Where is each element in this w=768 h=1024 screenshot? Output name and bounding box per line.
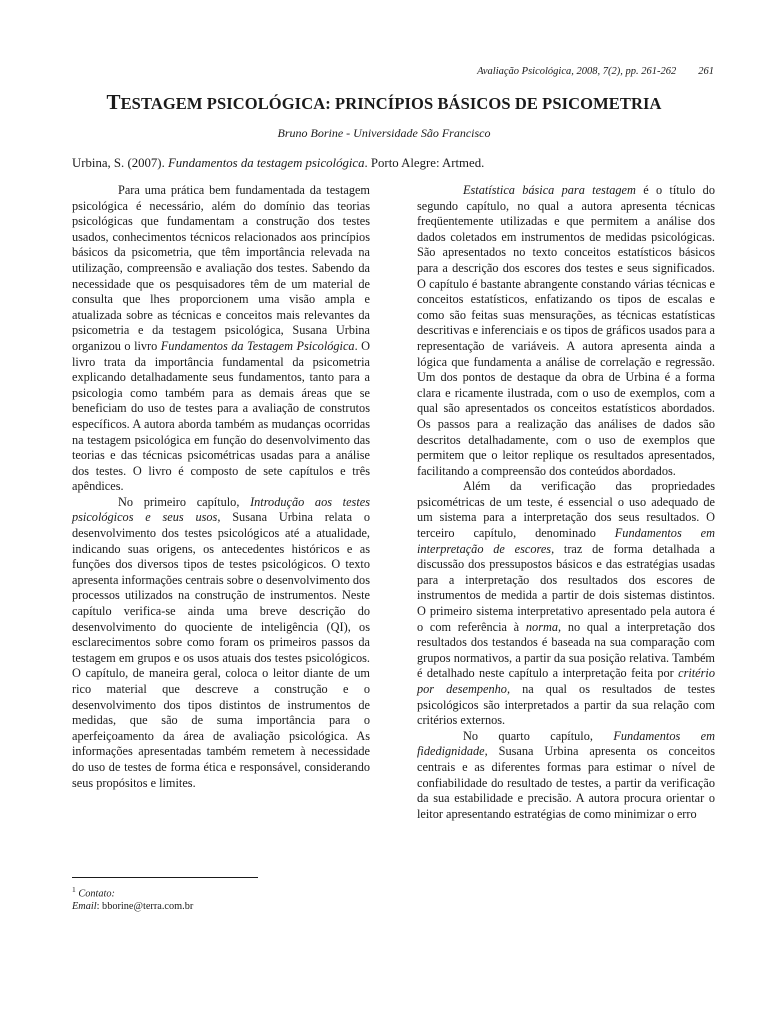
footnote-divider (72, 877, 258, 878)
left-column (72, 183, 370, 791)
footnote-email: : bborine@terra.com.br (96, 901, 194, 913)
right-paragraph-3: No quarto capítulo, Fundamentos em fidedignidade, Susana Urbina apresenta os conceitos centrais e as diferentes formas para estimar o nível de confiabilidade do resultado de testes, a partir da verificação da sua estabilidade e precisão. A autora procura orientar o leitor apresentando estratégias de como minimizar o erro (417, 728, 715, 821)
title-text: ESTAGEM PSICOLÓGICA: PRINCÍPIOS BÁSICOS DE PSICOMETRIA (120, 94, 662, 113)
page-number: 261 (698, 66, 714, 77)
right-paragraph-2: Além da verificação das propriedades psicométricas de um teste, é essencial o uso adequado de um sistema para a interpretação dos seus resultados. O terceiro capítulo, denominado Fundamentos em interpretação de escores, traz de forma detalhada a discussão dos pressupostos básicos e das estratégias usadas para a interpretação dos resultados dos escores de instrumentos de medida a partir de dois sistemas distintos. O primeiro sistema interpretativo apresentado pela autora é o com referência à norma, no qual a interpretação dos resultados dos testandos é baseada na sua comparação com grupos normativos, a partir da sua posição relativa. Também é detalhado neste capítulo a interpretação feita por critério por desempenho, na qual os resultados de testes psicológicos são interpretados a partir da sua relação com critérios externos. (417, 479, 716, 728)
running-header (477, 66, 714, 77)
right-column (417, 183, 715, 822)
journal-citation: Avaliação Psicológica, 2008, 7(2), pp. 261-262 (477, 66, 677, 77)
page-title (0, 90, 768, 115)
reference-publisher: . Porto Alegre: Artmed. (364, 156, 485, 170)
reference-authors: Urbina, S. (2007). (72, 156, 168, 170)
author-line: Bruno Borine - Universidade São Francisco (277, 126, 491, 140)
reference-book-title: Fundamentos da testagem psicológica (167, 156, 365, 170)
footnote-email-label: Email (72, 901, 97, 913)
book-reference (72, 156, 484, 171)
left-paragraph-2: No primeiro capítulo, Introdução aos testes psicológicos e seus usos, Susana Urbina relata o desenvolvimento dos testes psicológicos até a atualidade, indicando suas origens, os antecedentes históricos e as funções dos diversos tipos de testes psicológicos. O texto apresenta informações centrais sobre o desenvolvimento dos processos utilizados na construção de instrumentos. Neste capítulo verifica-se ainda uma breve descrição do desenvolvimento do quociente de inteligência (QI), os esclarecimentos sobre como foram os primeiros passos da testagem em grupos e os usos atuais dos testes psicológicos. O capítulo, de maneira geral, coloca o leitor diante de um rico material que descreve a construção e o desenvolvimento dos tipos distintos de instrumentos de medidas, que são de suma importância para o aperfeiçoamento da área de avaliação psicológica. As informações apresentadas também remetem à necessidade do uso de testes de forma ética e responsável, considerando seus propósitos e limites. (72, 494, 370, 790)
left-paragraph-1: Para uma prática bem fundamentada da testagem psicológica é necessário, além do domínio das teorias psicológicas que fundamentam a construção dos testes usados, conhecimentos técnicos relacionados aos princípios básicos da psicometria, que têm importância relevada na utilização, compreensão e avaliação dos testes. Sabendo da necessidade que os pesquisadores têm de um material de consulta que lhes proporcionem uma visão ampla e atualizada sobre as técnicas e conceitos mais relevantes da psicometria e da testagem psicológica, Susana Urbina organizou o livro Fundamentos da Testagem Psicológica. O livro trata da importância fundamental da psicometria explicando detalhadamente seus fundamentos, tanto para a psicologia como também para as demais áreas que se beneficiam do uso de testes para a avaliação de construtos específicos. A autora aborda também as mudanças ocorridas na testagem psicológica em função do desenvolvimento das teorias e das técnicas psicométricas usadas para a análise dos testes. O livro é composto de sete capítulos e três apêndices. (72, 183, 371, 494)
right-paragraph-1: Estatística básica para testagem é o título do segundo capítulo, no qual a autora apresenta técnicas freqüentemente utilizadas e que permitem a análise dos dados coletados em instrumentos de medidas psicológicas. São apresentados no texto conceitos estatísticos básicos para a descrição dos escores dos testes e seus significados. O capítulo é bastante abrangente constando várias técnicas e conceitos estatísticos, enfatizando os tipos de escalas e como são feitas suas mensurações, as técnicas estatísticas descritivas e inferenciais e os tipos de gráficos usados para a representação de variáveis. A autora apresenta ainda a lógica que fundamenta a análise de correlação e regressão. Um dos pontos de destaque da obra de Urbina é a forma clara e ricamente ilustrada, com o uso de exemplos, com a qual são apresentados os conceitos estatísticos abordados. Os passos para a realização das análises de dados são descritos detalhadamente, com o uso de exemplos que permitem que o leitor replique os resultados apresentados, facilitando a compreensão dos conteúdos abordados. (417, 183, 715, 478)
footnote-marker: 1 (72, 885, 76, 894)
title-initial: T (106, 90, 121, 114)
footnote-contact-label: Contato: (78, 888, 115, 900)
footnote (72, 883, 193, 913)
